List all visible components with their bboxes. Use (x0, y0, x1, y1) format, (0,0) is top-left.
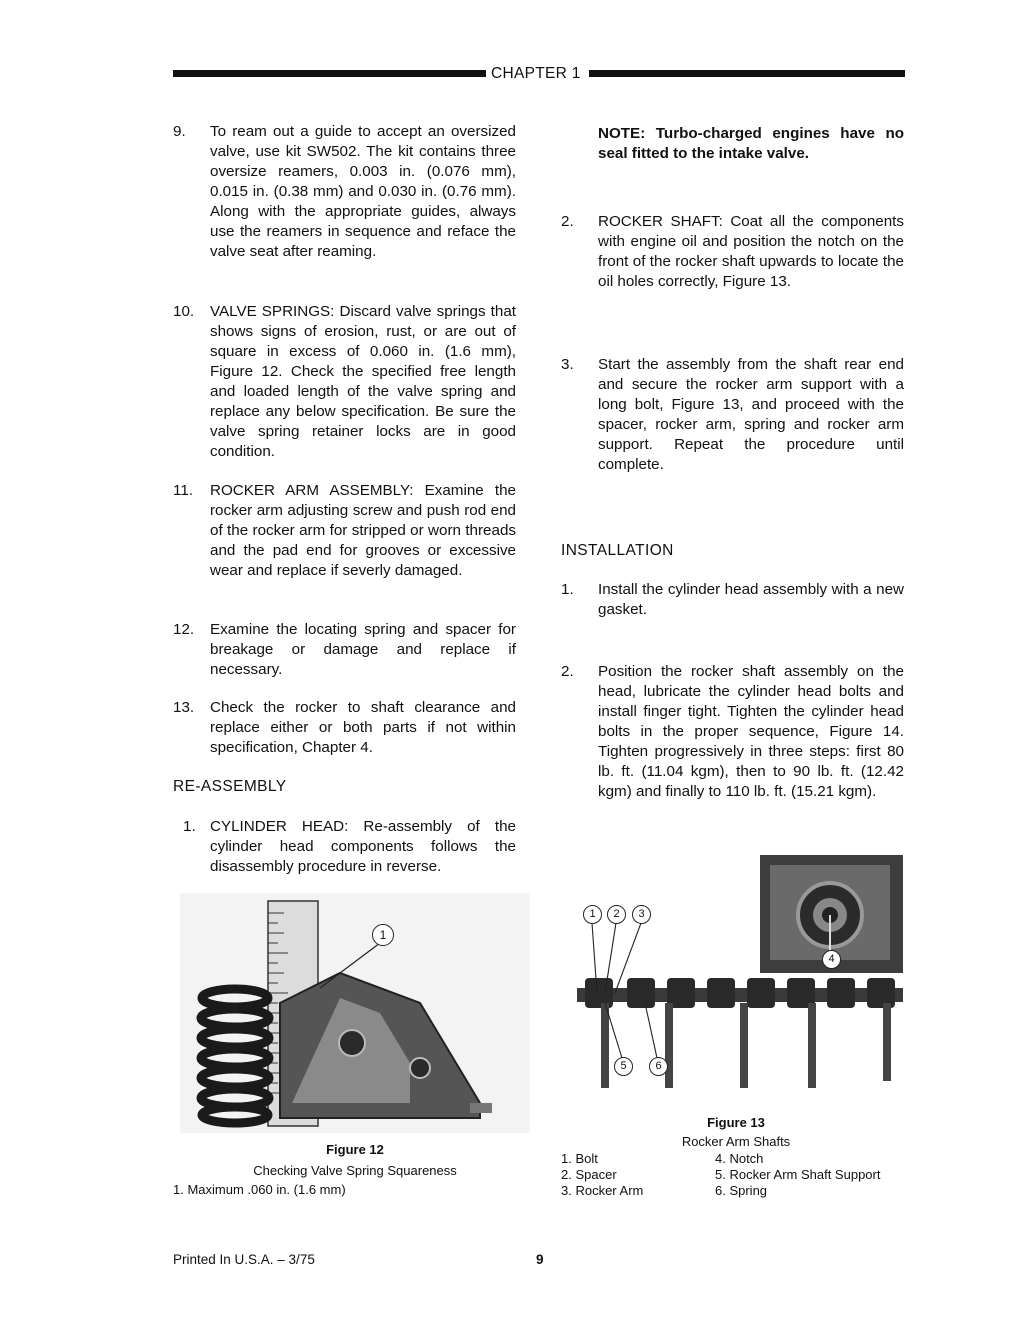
figure-13-legend-right (715, 1151, 880, 1199)
reassembly-heading: RE-ASSEMBLY (173, 778, 287, 795)
figure-12-photo (180, 893, 530, 1133)
callout-4: 4 (822, 950, 841, 969)
footer-printed: Printed In U.S.A. – 3/75 (173, 1252, 315, 1267)
legend-entry: 6. Spring (715, 1183, 768, 1198)
list-item (173, 620, 516, 680)
list-item (173, 481, 516, 581)
figure-13-photo (575, 853, 905, 1098)
list-item (173, 817, 516, 877)
note-block (598, 124, 904, 164)
legend-entry: 4. Notch (715, 1151, 764, 1166)
legend-entry: 2. Spacer (561, 1167, 617, 1182)
item-text: ROCKER SHAFT: Coat all the components with engine oil and position the notch on the front of the rocker shaft upwards to locate the oil holes correctly, Figure 13. (598, 213, 904, 290)
figure-12-caption: Checking Valve Spring Squareness (253, 1163, 457, 1178)
item-text: To ream out a guide to accept an oversized valve, use kit SW502. The kit contains three oversize reamers, 0.003 in. (0.076 mm), 0.015 in. (0.38 mm) and 0.030 in. (0.76 mm). Along with the appropriate guides, always use the reamers in sequence and reface the valve seat after reaming. (210, 123, 516, 260)
list-item (173, 302, 516, 462)
item-text: Position the rocker shaft assembly on the head, lubricate the cylinder head bolts and install finger tight. Tighten the cylinder head bolts in the proper sequence, Figure 14. Tighten progressively in three steps: first 80 lb. ft. (11.04 kgm), then to 90 lb. ft. (12.42 kgm) and finally to 110 lb. ft. (15.21 kgm). (598, 663, 904, 800)
installation-heading: INSTALLATION (561, 542, 674, 559)
callout-3: 3 (632, 905, 651, 924)
item-text: Install the cylinder head assembly with a new gasket. (598, 581, 904, 618)
header-rule-left (173, 70, 486, 77)
callout-6: 6 (649, 1057, 668, 1076)
item-number: 3. (561, 356, 574, 373)
list-item (561, 580, 904, 620)
item-text: Check the rocker to shaft clearance and replace either or both parts if not within specification, Chapter 4. (210, 699, 516, 756)
callout-2: 2 (607, 905, 626, 924)
list-item (561, 355, 904, 475)
chapter-header (173, 64, 905, 84)
callout-1: 1 (372, 924, 394, 946)
item-number: 2. (561, 213, 574, 230)
item-number: 1. (561, 581, 574, 598)
figure-13-title: Figure 13 (707, 1115, 765, 1130)
item-number: 2. (561, 663, 574, 680)
figure-12-title: Figure 12 (326, 1142, 384, 1157)
figure-13-legend-left (561, 1151, 643, 1199)
legend-entry: 1. Bolt (561, 1151, 598, 1166)
spring-squareness-illustration (180, 893, 530, 1133)
legend-entry: 3. Rocker Arm (561, 1183, 644, 1198)
item-number: 11. (173, 482, 193, 499)
list-item (173, 698, 516, 758)
figure-12-legend: 1. Maximum .060 in. (1.6 mm) (173, 1182, 346, 1197)
item-text: VALVE SPRINGS: Discard valve springs that shows signs of erosion, rust, or are out of square in excess of 0.060 in. (1.6 mm), Figure 12. Check the specified free length and loaded length of the valve spring and replace any below specification. Be sure the valve spring retainer locks are in good condition. (210, 303, 516, 460)
callout-5: 5 (614, 1057, 633, 1076)
header-rule-right (589, 70, 905, 77)
item-number: 12. (173, 621, 195, 638)
item-number: 10. (173, 303, 195, 320)
item-text: Examine the locating spring and spacer for breakage or damage and replace if necessary. (210, 621, 516, 678)
callout-1: 1 (583, 905, 602, 924)
item-text: Start the assembly from the shaft rear end and secure the rocker arm support with a long bolt, Figure 13, and proceed with the spacer, rocker arm, spring and rocker arm support. Repeat the procedure until complete. (598, 356, 904, 473)
item-text: CYLINDER HEAD: Re-assembly of the cylinder head components follows the disassembly procedure in reverse. (210, 818, 516, 875)
item-number: 9. (173, 123, 186, 140)
list-item (561, 662, 904, 802)
item-number: 1. (183, 818, 196, 835)
item-number: 13. (173, 699, 195, 716)
chapter-label: CHAPTER 1 (491, 65, 581, 82)
note-text: NOTE: Turbo-charged engines have no seal fitted to the intake valve. (598, 125, 904, 162)
legend-entry: 5. Rocker Arm Shaft Support (715, 1167, 881, 1182)
figure-13-caption: Rocker Arm Shafts (681, 1134, 791, 1149)
item-text: ROCKER ARM ASSEMBLY: Examine the rocker arm adjusting screw and push rod end of the rocker arm for stripped or worn threads and the pad end for grooves or excessive wear and replace if severly damaged. (210, 482, 516, 579)
list-item (561, 212, 904, 292)
list-item (173, 122, 516, 262)
page-number: 9 (536, 1252, 544, 1267)
